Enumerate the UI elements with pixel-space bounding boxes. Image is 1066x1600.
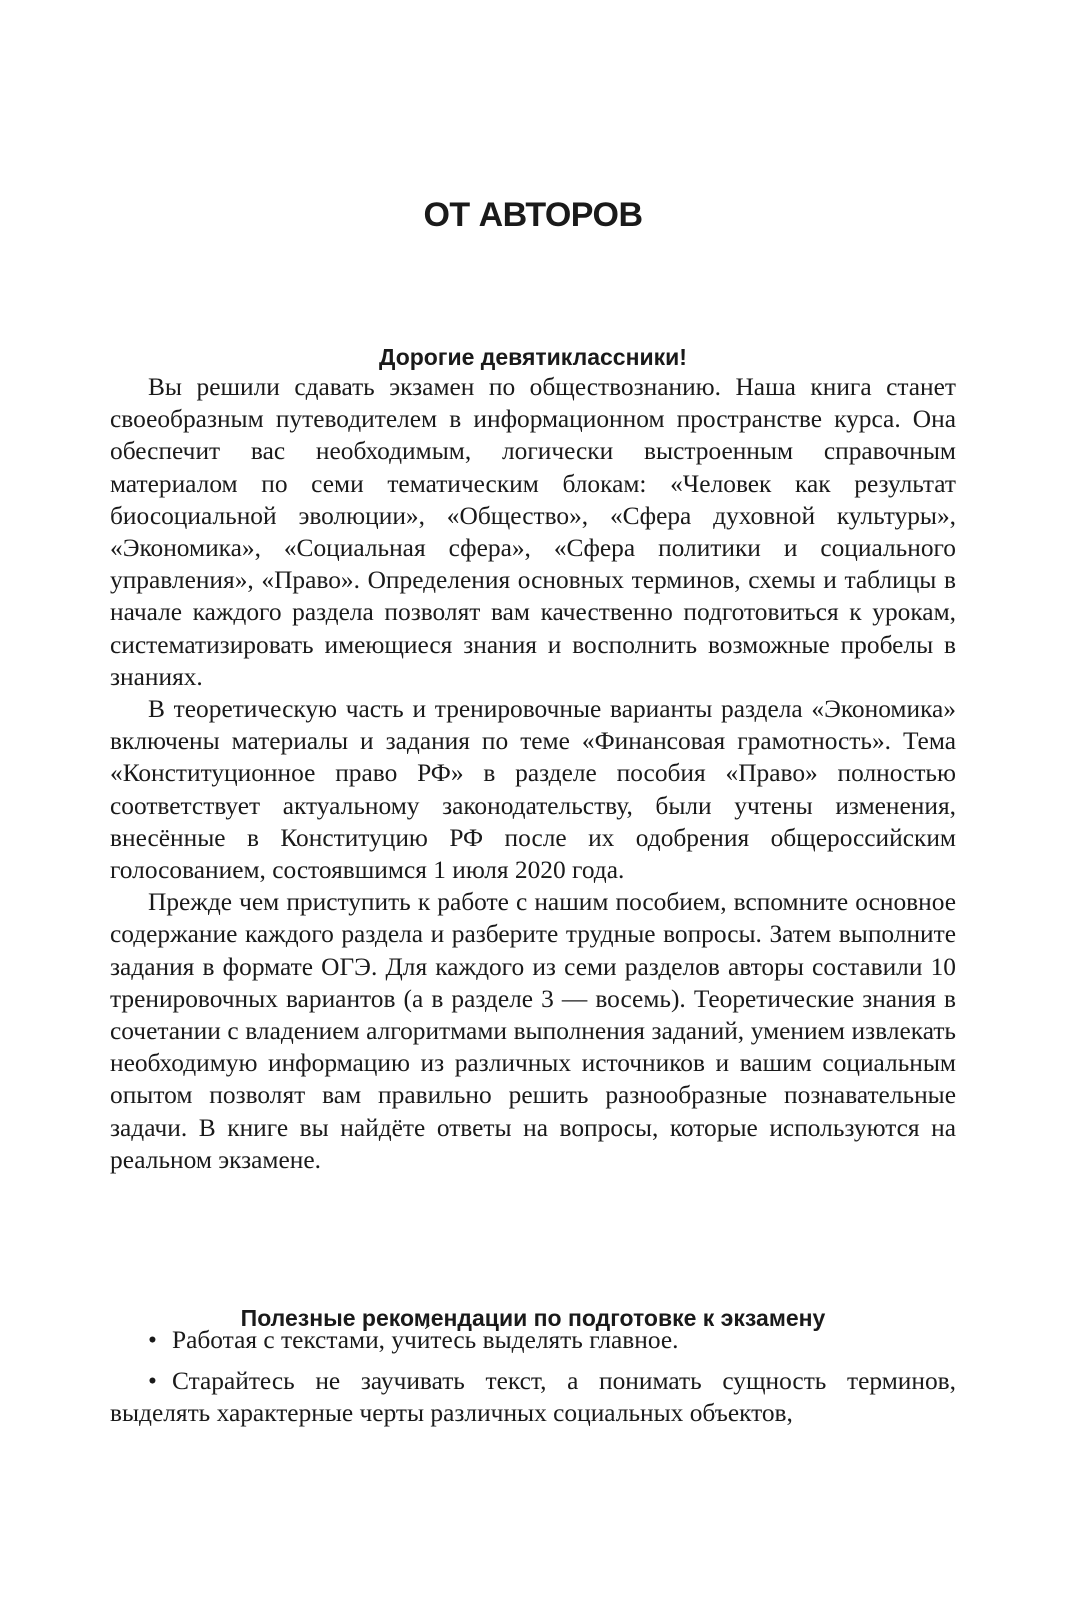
intro-paragraph-3: Прежде чем приступить к работе с нашим пособием, вспомните основное содержание каждого раздела и разберите трудные вопросы. Затем выполните задания в формате ОГЭ. Для каждого из семи разделов авторы составили 10 тренировочных вариантов (а в разделе 3 — восемь). Теоретические знания в сочетании с владением алгоритмами выполнения заданий, умением извлекать необходимую информацию из различных источников и вашим социальным опытом позволят вам правильно решить разнообразные познавательные задачи. В книге вы найдёте ответы на вопросы, которые используются на реальном экзамене.	[110, 888, 956, 1174]
tip-text: Работая с текстами, учи́тесь выделять главное.	[172, 1326, 679, 1354]
intro-text	[110, 371, 956, 1176]
list-item	[110, 1324, 956, 1356]
tip-text: Старайтесь не заучивать текст, а понимать сущность терминов, выделять характерные черты различных социальных объектов,	[110, 1367, 956, 1428]
intro-paragraph-2: В теоретическую часть и тренировочные варианты раздела «Экономика» включены материалы и задания по теме «Финансовая грамотность». Тема «Конституционное право РФ» в разделе пособия «Право» полностью соответствует актуальному законодательству, были учтены изменения, внесённые в Конституцию РФ после их одобрения общероссийским голосованием, состоявшимся 1 июля 2020 года.	[110, 695, 956, 885]
page-title: ОТ АВТОРОВ	[423, 196, 643, 234]
bullet-icon: •	[148, 1326, 157, 1354]
tips-list	[110, 1324, 956, 1439]
greeting-heading: Дорогие девятиклассники!	[379, 344, 687, 370]
list-item	[110, 1365, 956, 1429]
tips-heading: Полезные рекомендации по подготовке к экзамену	[240, 1305, 826, 1331]
intro-paragraph-1: Вы решили сдавать экзамен по обществознанию. Наша книга станет своеобразным путеводителем в информационном пространстве курса. Она обеспечит вас необходимым, логически выстроенным справочным материалом по семи тематическим блокам: «Человек как результат биосоциальной эволюции», «Общество», «Сфера духовной культуры», «Экономика», «Социальная сфера», «Сфера политики и социального управления», «Право». Определения основных терминов, схемы и таблицы в начале каждого раздела позволят вам качественно подготовиться к урокам, систематизировать имеющиеся знания и восполнить возможные пробелы в знаниях.	[110, 373, 956, 691]
bullet-icon: •	[148, 1367, 157, 1396]
